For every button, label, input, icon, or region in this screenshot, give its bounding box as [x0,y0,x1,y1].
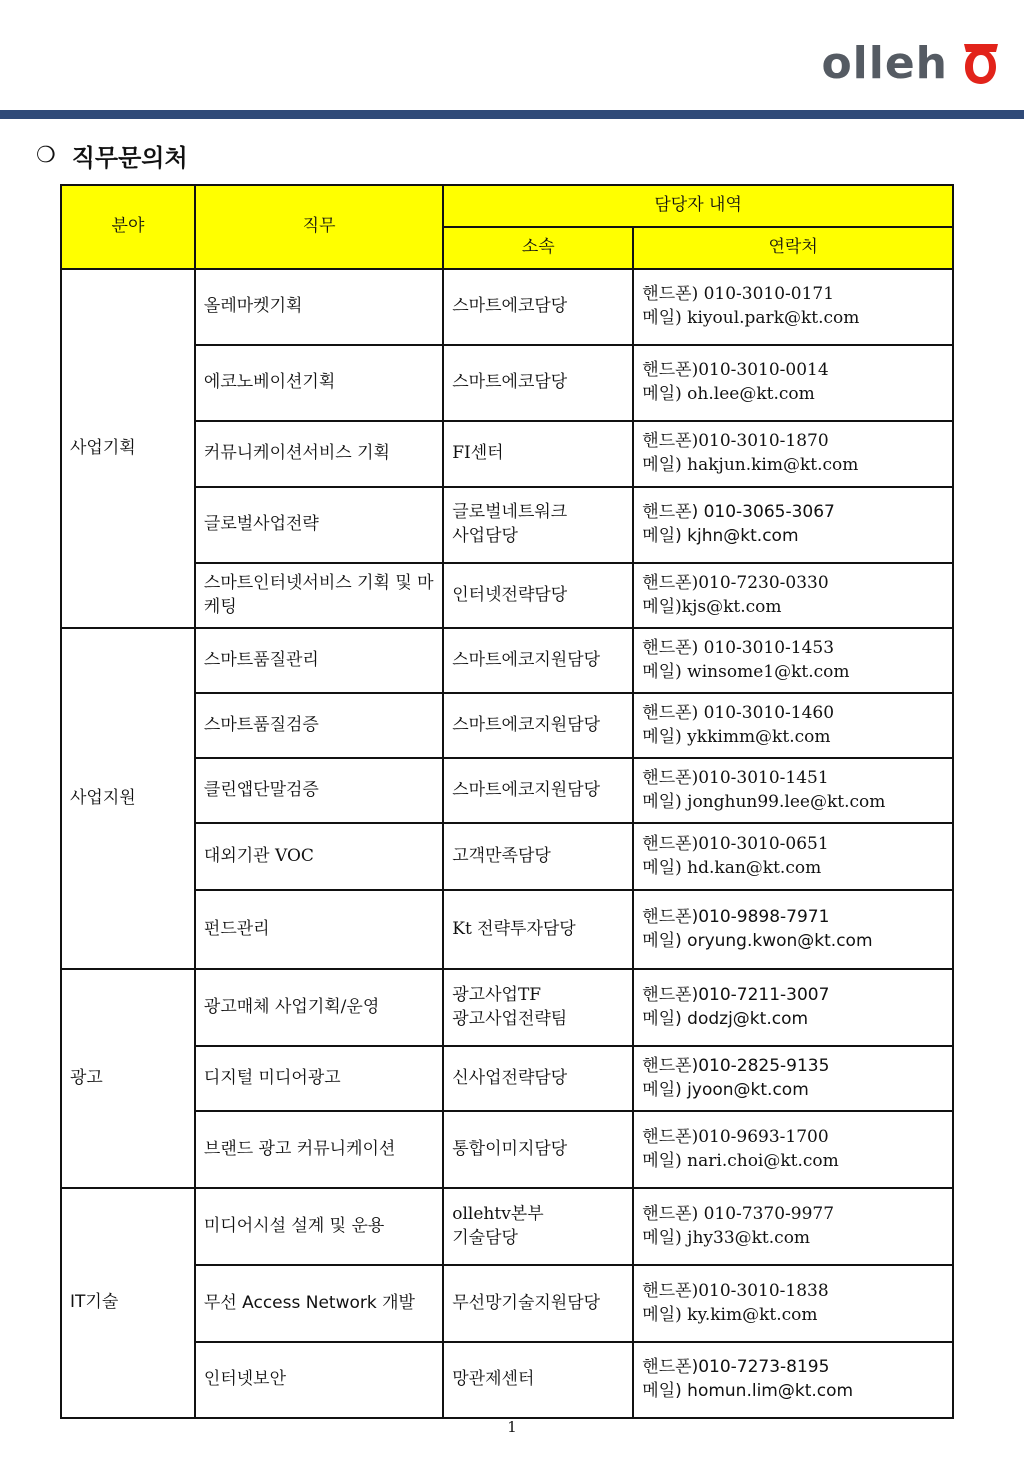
duty-cell: 클린앱단말검증 [195,758,443,823]
contact-cell [633,487,953,563]
email-text: 메일) jyoon@kt.com [642,1079,809,1100]
dept-line: 신사업전략담당 [452,1067,568,1088]
email-text: 메일) jonghun99.lee@kt.com [642,791,886,812]
table-row [61,1342,953,1418]
header-dept: 소속 [443,227,633,269]
email-text: 메일) nari.choi@kt.com [642,1150,839,1171]
dept-line: 무선망기술지원담당 [452,1292,601,1313]
section-heading [36,138,188,173]
contact-cell [633,693,953,758]
dept-cell [443,1111,633,1188]
dept-cell [443,628,633,693]
duty-cell: 커뮤니케이션서비스 기획 [195,421,443,487]
contact-cell [633,628,953,693]
dept-cell [443,1188,633,1265]
header-duty: 직무 [195,185,443,269]
dept-line: 기술담당 [452,1227,518,1248]
contact-cell [633,1046,953,1111]
phone-text: 핸드폰)010-7211-3007 [642,984,830,1005]
header-manager: 담당자 내역 [443,185,953,227]
dept-line: 스마트에코담당 [452,296,568,317]
duty-cell: 펀드관리 [195,890,443,969]
phone-text: 핸드폰) 010-3065-3067 [642,502,835,523]
table-row [61,1046,953,1111]
section-title: 직무문의처 [71,144,188,172]
dept-line: 글로벌네트워크 [452,502,568,523]
dept-cell [443,345,633,421]
header-field: 분야 [61,185,195,269]
table-row [61,1265,953,1342]
table-row [61,969,953,1046]
duty-cell: 대외기관 VOC [195,823,443,890]
table-row [61,693,953,758]
phone-text: 핸드폰) 010-3010-1453 [642,637,835,658]
dept-cell [443,758,633,823]
email-text: 메일) oryung.kwon@kt.com [642,930,873,951]
dept-line: 고객만족담당 [452,845,551,866]
field-cell: 사업기획 [61,269,195,628]
dept-line: 광고사업전략팀 [452,1008,568,1029]
table-row [61,628,953,693]
contact-cell [633,758,953,823]
phone-text: 핸드폰) 010-3010-1460 [642,702,835,723]
page-number: 1 [507,1418,517,1436]
dept-line: 망관제센터 [452,1369,535,1390]
email-text: 메일) ykkimm@kt.com [642,726,831,747]
email-text: 메일) kiyoul.park@kt.com [642,308,860,328]
email-text: 메일) winsome1@kt.com [642,661,850,682]
phone-text: 핸드폰) 010-3010-0171 [642,284,835,305]
duty-cell: 미디어시설 설계 및 운용 [195,1188,443,1265]
circle-bullet-icon: ❍ [36,143,56,168]
duty-cell: 에코노베이션기획 [195,345,443,421]
duty-cell: 브랜드 광고 커뮤니케이션 [195,1111,443,1188]
duty-cell: 스마트품질검증 [195,693,443,758]
table-row [61,758,953,823]
email-text: 메일) oh.lee@kt.com [642,384,815,404]
phone-text: 핸드폰)010-2825-9135 [642,1055,830,1076]
table-row [61,1188,953,1265]
email-text: 메일) hakjun.kim@kt.com [642,455,859,475]
olleh-symbol-icon [958,40,1004,86]
dept-line: ollehtv본부 [452,1203,544,1224]
dept-cell [443,969,633,1046]
email-text: 메일) kjhn@kt.com [642,526,799,546]
contact-cell [633,1265,953,1342]
phone-text: 핸드폰)010-3010-1451 [642,767,829,788]
dept-cell [443,1265,633,1342]
duty-cell: 광고매체 사업기획/운영 [195,969,443,1046]
phone-text: 핸드폰)010-3010-1838 [642,1280,829,1301]
table-row [61,1111,953,1188]
duty-cell: 올레마켓기획 [195,269,443,345]
phone-text: 핸드폰)010-3010-0651 [642,833,829,854]
email-text: 메일) homun.lim@kt.com [642,1381,854,1401]
header-contact: 연락처 [633,227,953,269]
header-bar [0,110,1024,119]
dept-cell [443,421,633,487]
contact-cell [633,969,953,1046]
field-cell: IT기술 [61,1188,195,1418]
duty-cell: 스마트품질관리 [195,628,443,693]
dept-line: 사업담당 [452,526,518,546]
phone-text: 핸드폰)010-3010-0014 [642,360,829,381]
dept-line: 스마트에코지원담당 [452,714,601,735]
contact-cell [633,345,953,421]
dept-line: 스마트에코지원담당 [452,779,601,800]
dept-cell [443,1046,633,1111]
phone-text: 핸드폰)010-7273-8195 [642,1357,830,1378]
email-text: 메일) dodzj@kt.com [642,1008,809,1029]
field-cell: 사업지원 [61,628,195,969]
email-text: 메일) hd.kan@kt.com [642,857,822,878]
email-text: 메일) jhy33@kt.com [642,1227,811,1248]
table-row [61,890,953,969]
duty-cell: 인터넷보안 [195,1342,443,1418]
dept-cell [443,563,633,628]
contact-cell [633,890,953,969]
logo-wordmark: olleh [821,37,948,89]
dept-line: FI센터 [452,443,504,464]
table-row [61,563,953,628]
table-row [61,421,953,487]
olleh-logo [821,38,1004,88]
dept-cell [443,1342,633,1418]
dept-cell [443,823,633,890]
duty-cell: 디지털 미디어광고 [195,1046,443,1111]
field-cell: 광고 [61,969,195,1188]
phone-text: 핸드폰)010-9898-7971 [642,906,830,927]
dept-cell [443,269,633,345]
table-row [61,823,953,890]
duty-cell: 스마트인터넷서비스 기획 및 마케팅 [195,563,443,628]
dept-line: 광고사업TF [452,984,542,1005]
table-row [61,269,953,345]
phone-text: 핸드폰) 010-7370-9977 [642,1203,835,1224]
dept-line: Kt 전략투자담당 [452,918,576,939]
phone-text: 핸드폰)010-9693-1700 [642,1126,829,1147]
duty-cell: 무선 Access Network 개발 [195,1265,443,1342]
contact-cell [633,1111,953,1188]
contact-table [60,184,954,1419]
dept-cell [443,693,633,758]
table-row [61,345,953,421]
dept-cell [443,890,633,969]
contact-cell [633,563,953,628]
dept-line: 스마트에코지원담당 [452,649,601,670]
dept-line: 통합이미지담당 [452,1138,568,1159]
contact-cell [633,269,953,345]
contact-cell [633,421,953,487]
contact-cell [633,1342,953,1418]
contact-cell [633,823,953,890]
email-text: 메일) ky.kim@kt.com [642,1304,818,1325]
dept-line: 스마트에코담당 [452,372,568,393]
contact-cell [633,1188,953,1265]
phone-text: 핸드폰)010-3010-1870 [642,431,829,452]
phone-text: 핸드폰)010-7230-0330 [642,572,829,593]
email-text: 메일)kjs@kt.com [642,596,782,617]
duty-cell: 글로벌사업전략 [195,487,443,563]
table-row [61,487,953,563]
dept-line: 인터넷전략담당 [452,584,568,605]
dept-cell [443,487,633,563]
